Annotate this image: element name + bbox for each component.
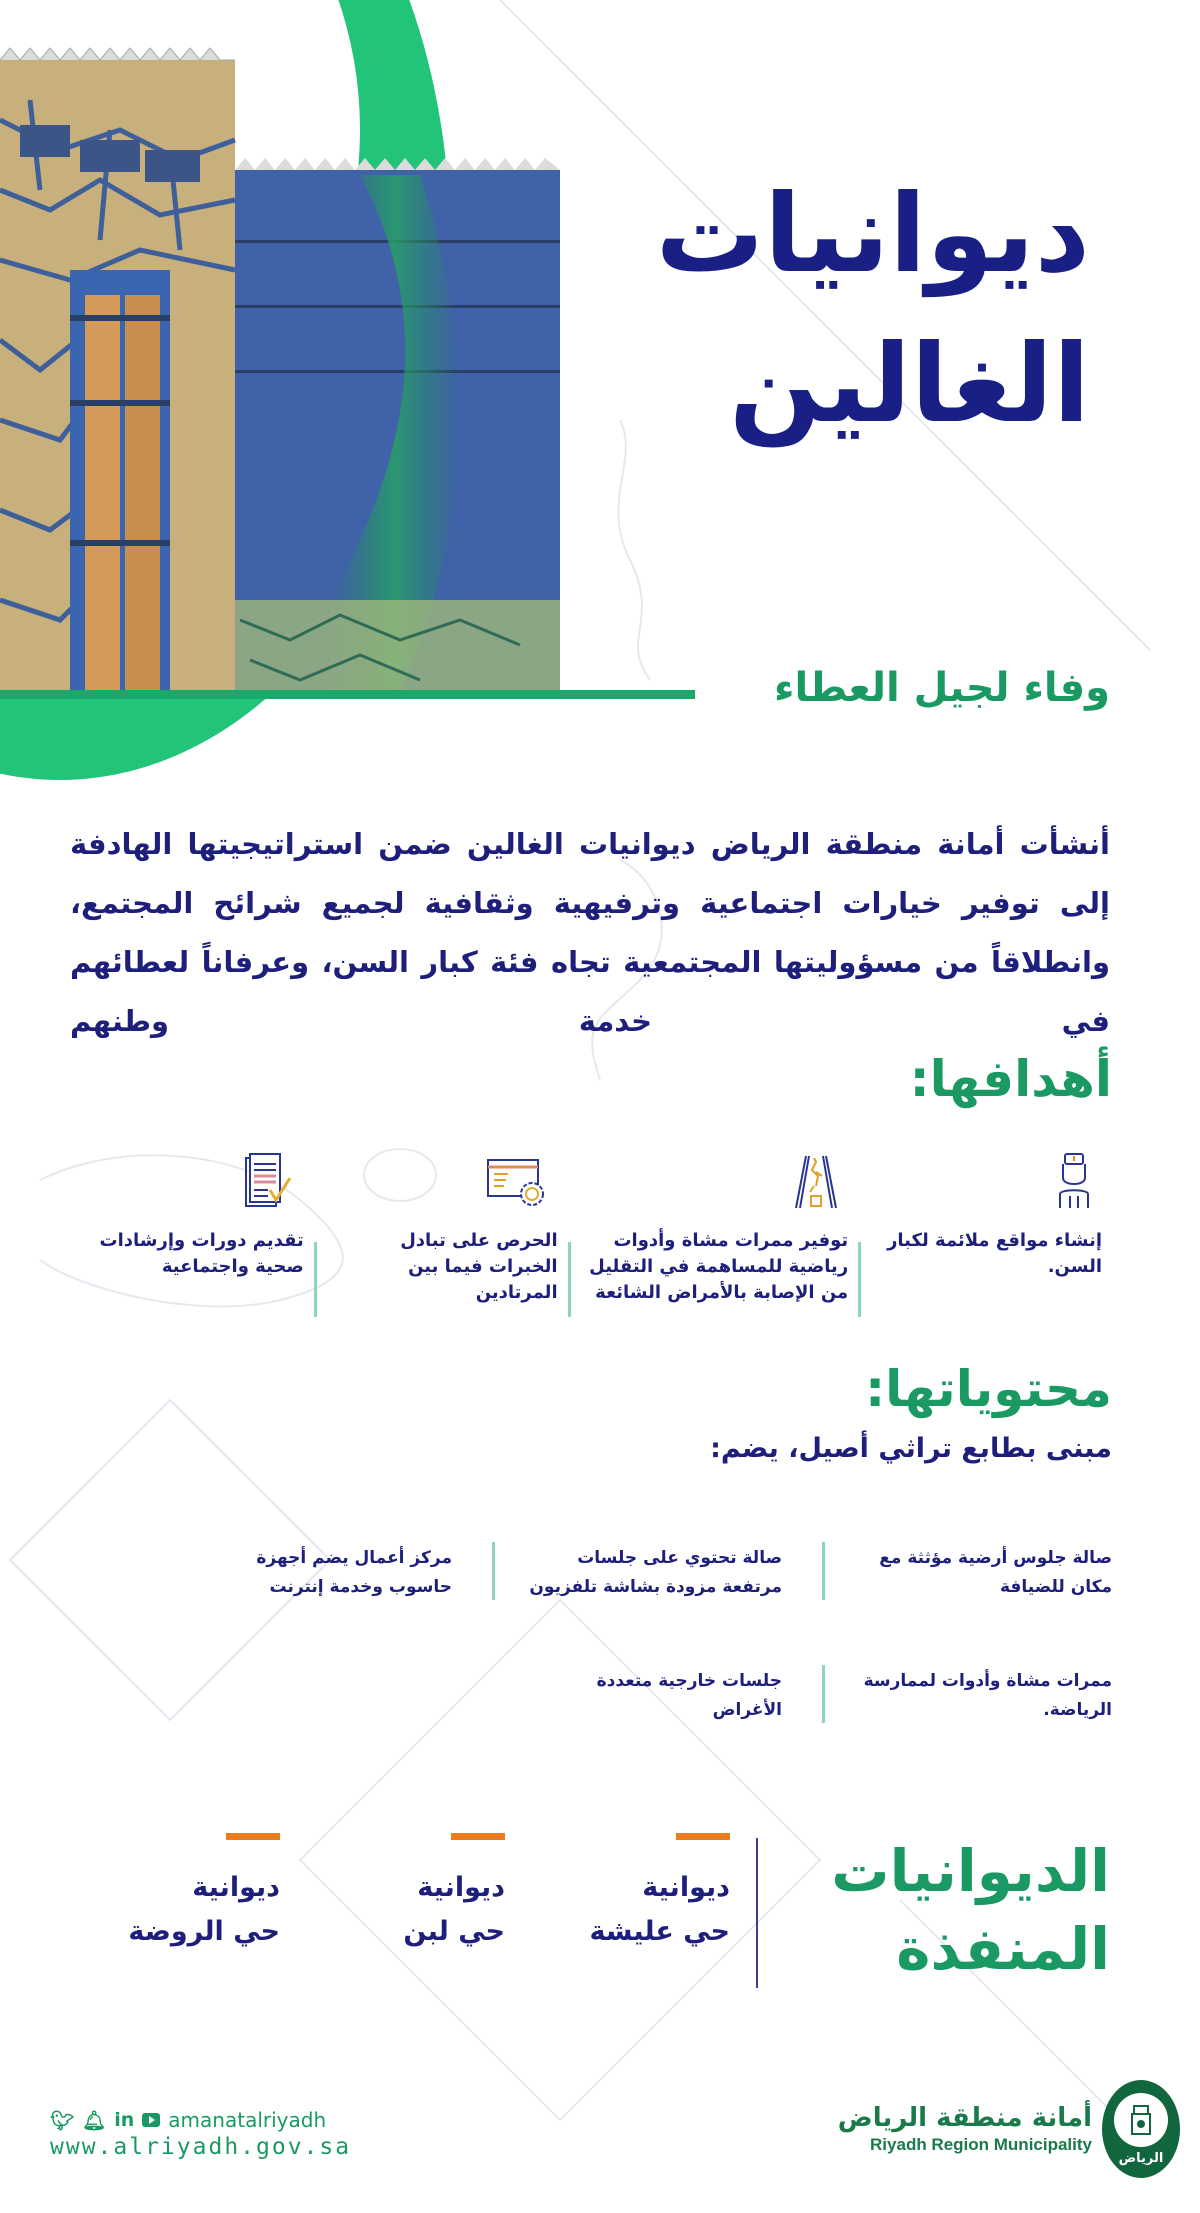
diwaniya-district: حي الروضة xyxy=(128,1916,280,1947)
footer-contact xyxy=(50,2108,351,2160)
orange-accent-bar xyxy=(676,1833,730,1840)
emblem-caption: الرياض xyxy=(1118,2151,1164,2166)
org-logo xyxy=(838,2080,1180,2178)
linkedin-icon[interactable]: in xyxy=(114,2109,135,2131)
title-line-2: الغالين xyxy=(729,322,1090,447)
goal-text: توفير ممرات مشاة وأدوات رياضية للمساهمة في التقليل من الإصابة بالأمراض الشائعة xyxy=(589,1230,849,1303)
orange-accent-bar xyxy=(451,1833,505,1840)
divider xyxy=(492,1542,495,1600)
walking-track-icon xyxy=(794,1152,838,1210)
diwaniya-item xyxy=(560,1833,730,1954)
org-name-english: Riyadh Region Municipality xyxy=(870,2135,1092,2154)
content-item xyxy=(492,1544,782,1602)
implemented-list xyxy=(110,1833,730,1954)
content-text: مركز أعمال يضم أجهزة حاسوب وخدمة إنترنت xyxy=(256,1548,452,1597)
divider xyxy=(822,1665,825,1723)
goal-item xyxy=(314,1140,568,1306)
content-item xyxy=(162,1544,452,1602)
goal-text: إنشاء مواقع ملائمة لكبار السن. xyxy=(887,1230,1102,1277)
contents-list xyxy=(112,1544,1112,1790)
diwaniya-label: ديوانية xyxy=(192,1872,280,1903)
goal-text: الحرص على تبادل الخبرات فيما بين المرتادين xyxy=(400,1230,558,1303)
divider xyxy=(314,1242,317,1317)
goal-item xyxy=(858,1140,1112,1306)
implemented-title xyxy=(831,1832,1110,1988)
implemented-title-line-1: الديوانيات xyxy=(831,1837,1110,1905)
contents-row xyxy=(112,1667,1112,1725)
goals-heading: أهدافها: xyxy=(909,1050,1112,1108)
website-link[interactable]: www.alriyadh.gov.sa xyxy=(50,2134,352,2160)
goal-item xyxy=(60,1140,314,1306)
goal-text: تقديم دورات وإرشادات صحية واجتماعية xyxy=(99,1230,304,1277)
contents-subheading: مبنى بطابع تراثي أصيل، يضم: xyxy=(710,1433,1112,1464)
page-title xyxy=(570,160,1090,460)
tagline: وفاء لجيل العطاء xyxy=(774,665,1110,711)
intro-paragraph: أنشأت أمانة منطقة الرياض ديوانيات الغالين ضمن استراتيجيتها الهادفة إلى توفير خيارات اجتماعية وترفيهية وثقافية لجميع شرائح المجتمع، وانطلاقاً من مسؤوليتها المجتمعية تجاه فئة كبار السن، وعرفاناً لعطائهم في خدمة وطنهم xyxy=(70,827,1110,1038)
youtube-icon[interactable] xyxy=(142,2113,160,2127)
diwaniya-district: حي عليشة xyxy=(589,1916,730,1947)
hero-building-photo xyxy=(0,40,560,690)
divider xyxy=(822,1542,825,1600)
content-text: صالة جلوس أرضية مؤثثة مع مكان للضيافة xyxy=(879,1548,1112,1597)
goals-list xyxy=(60,1140,1112,1306)
diwaniya-item xyxy=(110,1833,280,1954)
snapchat-icon[interactable]: 🔔︎ xyxy=(82,2109,107,2132)
title-line-1: ديوانيات xyxy=(655,172,1090,297)
content-text: صالة تحتوي على جلسات مرتفعة مزودة بشاشة تلفزيون xyxy=(529,1548,782,1597)
content-item xyxy=(822,1544,1112,1602)
implemented-title-line-2: المنفذة xyxy=(896,1915,1110,1983)
contents-row xyxy=(112,1544,1112,1602)
social-handle[interactable]: amanatalriyadh xyxy=(168,2108,327,2132)
diwaniya-item xyxy=(335,1833,505,1954)
content-text: جلسات خارجية متعددة الأغراض xyxy=(596,1671,782,1720)
browser-gear-icon xyxy=(486,1152,548,1210)
diwaniya-label: ديوانية xyxy=(417,1872,505,1903)
org-name-arabic: أمانة منطقة الرياض xyxy=(837,2103,1092,2133)
document-check-icon xyxy=(242,1152,294,1210)
goal-item xyxy=(568,1140,859,1306)
content-item xyxy=(822,1667,1112,1725)
hero-underline-bar xyxy=(0,690,695,699)
diwaniya-label: ديوانية xyxy=(642,1872,730,1903)
content-item xyxy=(492,1667,782,1725)
municipality-emblem-icon xyxy=(1102,2080,1180,2178)
elderly-person-icon xyxy=(1056,1152,1092,1210)
diwaniya-district: حي لبن xyxy=(403,1916,505,1947)
orange-accent-bar xyxy=(226,1833,280,1840)
content-text: ممرات مشاة وأدوات لممارسة الرياضة. xyxy=(863,1671,1112,1720)
implemented-divider xyxy=(756,1838,758,1988)
contents-heading: محتوياتها: xyxy=(865,1360,1112,1418)
social-links xyxy=(50,2108,351,2132)
divider xyxy=(568,1242,571,1317)
divider xyxy=(858,1242,861,1317)
twitter-icon[interactable]: 🐦︎ xyxy=(50,2109,75,2132)
